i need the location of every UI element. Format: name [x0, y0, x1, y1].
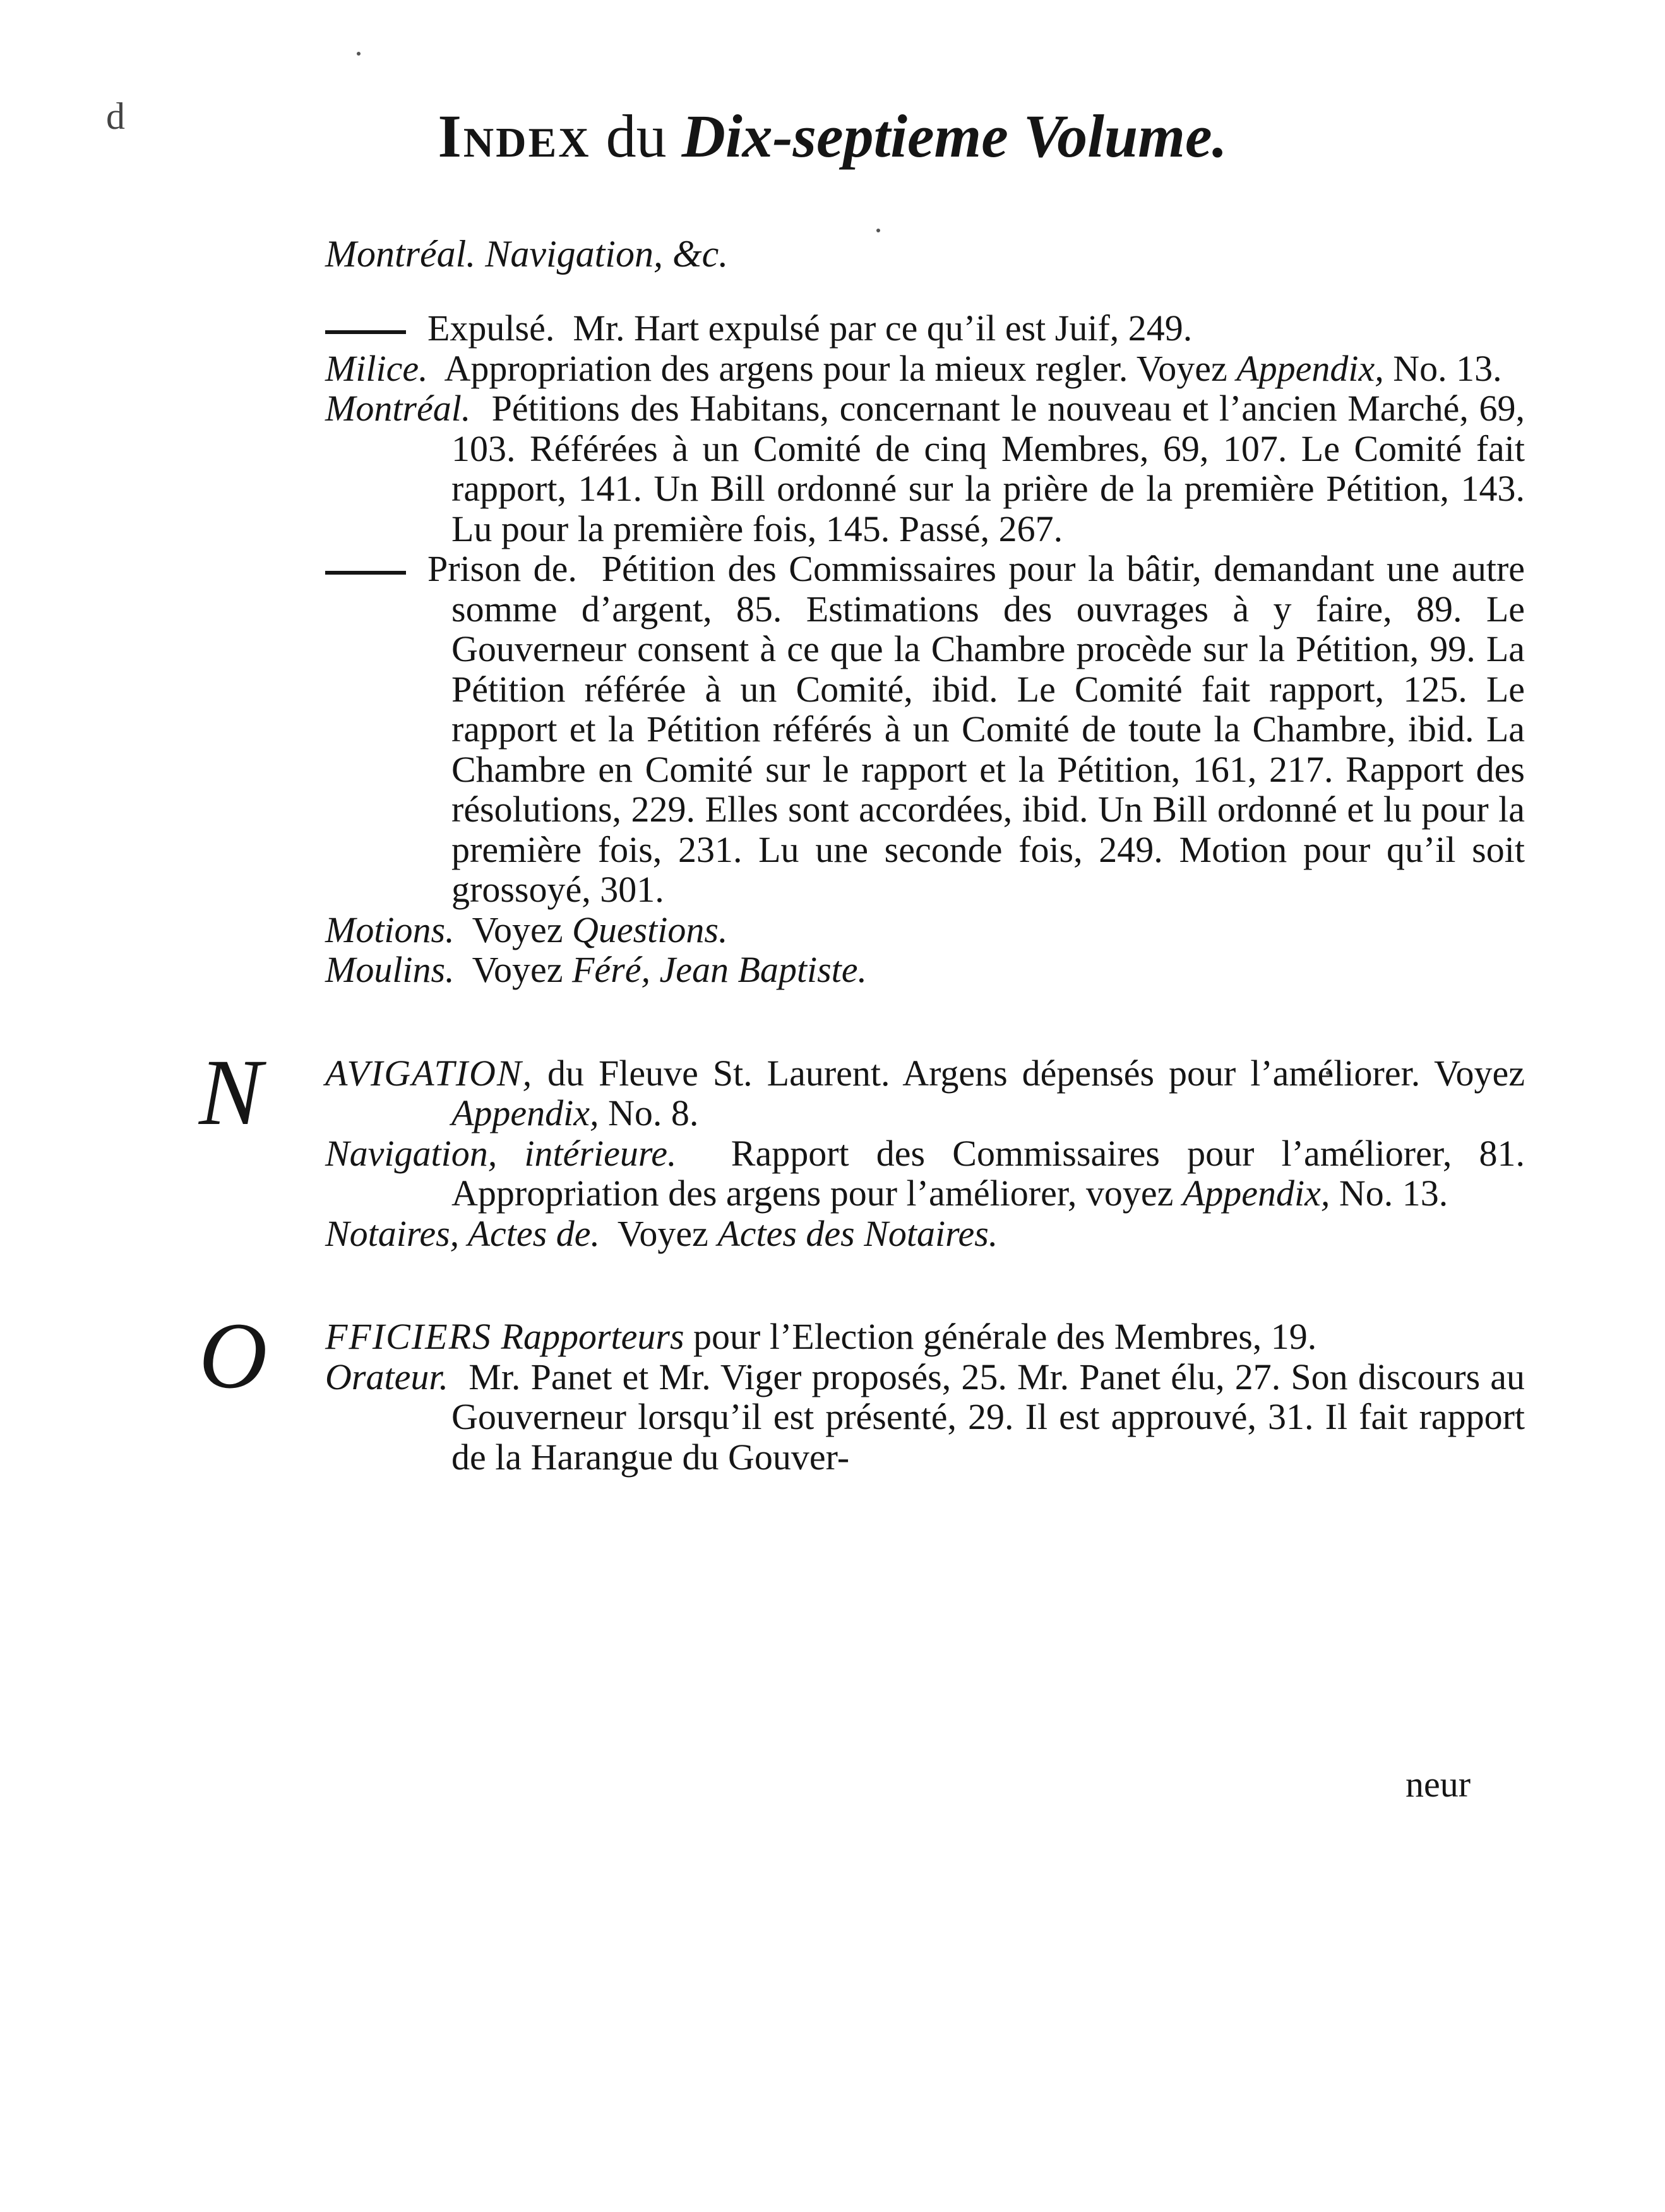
index-entry: [325, 1357, 1525, 1478]
running-header: Montréal. Navigation, &c.: [325, 233, 729, 275]
title-volume: Dix-septieme Volume.: [681, 102, 1227, 170]
entry-head: Moulins.: [325, 949, 455, 990]
section-n-word: AVIGATION,: [325, 1052, 534, 1094]
section-o-body: pour l’Election générale des Membres, 19.: [684, 1316, 1317, 1357]
page-title: [0, 101, 1665, 171]
entry-head: Milice.: [325, 347, 428, 389]
section-n-lead: [199, 1039, 1525, 1145]
entry-head: Prison de.: [427, 548, 577, 589]
catchword: neur: [1405, 1764, 1471, 1805]
entry-head: Notaires, Actes de.: [325, 1212, 600, 1254]
section-o-word: FFICIERS: [325, 1316, 492, 1357]
entry-body: Rapport des Commissaires pour l’améliorer, 81. Appropriation des argens pour l’améliorer, voyez: [451, 1132, 1525, 1214]
entry-reference: Appendix,: [451, 1092, 599, 1133]
margin-annotation: d: [106, 95, 125, 137]
index-entry: [325, 308, 1525, 349]
entry-body: Appropriation des argens pour la mieux regler. Voyez: [444, 347, 1237, 389]
repeat-dash: [325, 330, 406, 334]
index-entry: [325, 549, 1525, 910]
entry-head: Expulsé.: [427, 308, 555, 349]
entry-reference: Appendix,: [1236, 347, 1384, 389]
entry-body: Voyez: [472, 949, 572, 990]
title-du: du: [606, 102, 667, 170]
paper-speck: [357, 52, 361, 56]
repeat-dash: [325, 571, 406, 575]
section-n-body: du Fleuve St. Laurent. Argens dépensés pour l’améliorer. Voyez: [533, 1052, 1525, 1094]
entry-head: Orateur.: [325, 1356, 448, 1397]
entry-reference: Féré, Jean Baptiste.: [571, 949, 868, 990]
section-gap: [325, 1253, 1525, 1317]
entry-tail: No. 13.: [1330, 1173, 1448, 1214]
section-gap: [325, 990, 1525, 1053]
entry-body: Voyez: [617, 1212, 718, 1254]
drop-cap-n: N: [199, 1039, 263, 1145]
entry-tail: No. 8.: [599, 1092, 699, 1133]
entry-head: Navigation, intérieure.: [325, 1132, 677, 1174]
index-body: [199, 308, 1525, 1478]
entry-tail: No. 13.: [1383, 347, 1502, 389]
entry-body: Mr. Hart expulsé par ce qu’il est Juif, 249.: [573, 308, 1193, 349]
entry-head: Montréal.: [325, 388, 471, 429]
index-entry: [325, 1214, 1525, 1254]
section-o-word-rest: Rapporteurs: [492, 1316, 684, 1357]
entry-head: Motions.: [325, 909, 455, 950]
entry-body: Voyez: [472, 909, 572, 950]
entry-body: Pétitions des Habitans, concernant le nouveau et l’ancien Marché, 69, 103. Référées à un Comité de cinq Membres, 69, 107. Le Comité fait rapport, 141. Un Bill ordonné sur la prière de la première Pétition, 143. Lu pour la première fois, 145. Passé, 267.: [451, 388, 1525, 549]
entry-reference: Actes des Notaires.: [717, 1212, 998, 1254]
index-entry: [325, 910, 1525, 950]
index-entry: [325, 1133, 1525, 1214]
index-entry: [325, 349, 1525, 389]
index-entry: [325, 950, 1525, 990]
paper-speck: [876, 229, 880, 232]
title-index: Index: [438, 102, 591, 170]
entry-reference: Appendix,: [1182, 1173, 1330, 1214]
index-entry: [325, 388, 1525, 549]
entry-body: Pétition des Commissaires pour la bâtir, demandant une autre somme d’argent, 85. Estimations des ouvrages à y faire, 89. Le Gouverneur consent à ce que la Chambre procède sur la Pétition, 99. La Pétition référée à un Comité, ibid. Le Comité fait rapport, 125. Le rapport et la Pétition référés à un Comité de toute la Chambre, ibid. La Chambre en Comité sur le rapport et la Pétition, 161, 217. Rapport des résolutions, 229. Elles sont accordées, ibid. Un Bill ordonné et lu pour la première fois, 231. Lu une seconde fois, 249. Motion pour qu’il soit grossoyé, 301.: [451, 548, 1525, 910]
entry-body: Mr. Panet et Mr. Viger proposés, 25. Mr. Panet élu, 27. Son discours au Gouverneur lorsqu’il est présenté, 29. Il est approuvé, 31. Il fait rapport de la Harangue du Gouver-: [451, 1356, 1525, 1478]
drop-cap-o: O: [199, 1303, 268, 1408]
entry-reference: Questions.: [571, 909, 728, 950]
